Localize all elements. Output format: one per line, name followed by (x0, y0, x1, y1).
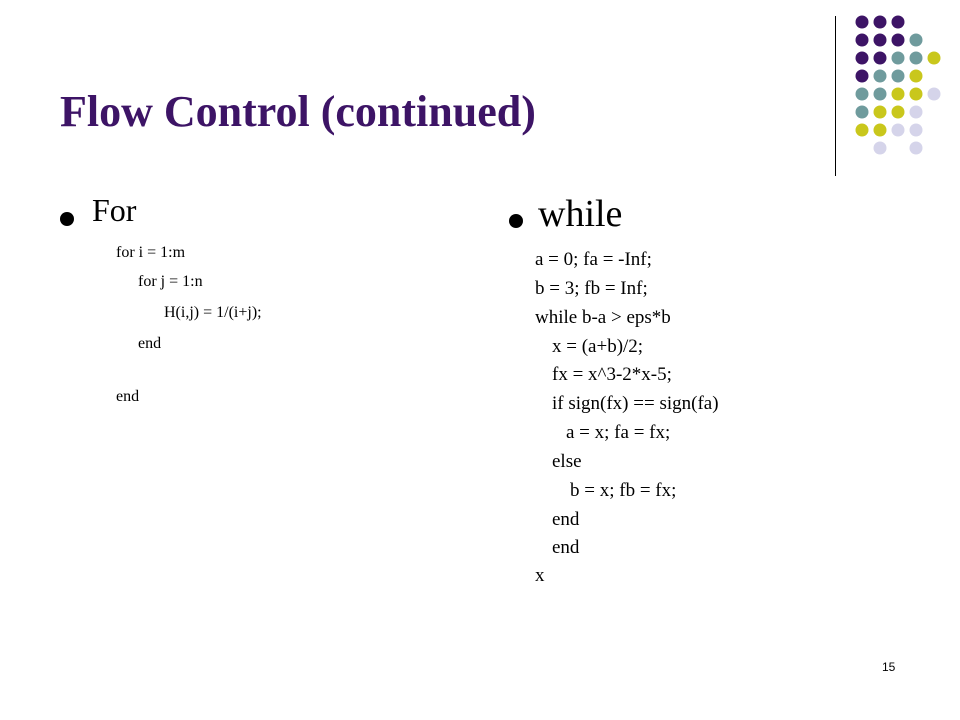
decor-dot (874, 16, 887, 29)
decor-dot (910, 52, 923, 65)
while-code-line: end (552, 509, 580, 530)
while-code-line: end (552, 537, 580, 558)
for-heading: For (92, 192, 137, 228)
for-bullet-icon (60, 212, 74, 226)
while-code-line: b = 3; fb = Inf; (535, 278, 648, 299)
decor-dot (874, 34, 887, 47)
while-code-line: while b-a > eps*b (535, 307, 671, 328)
for-code-line: for j = 1:n (138, 273, 203, 290)
decor-dot (892, 106, 905, 119)
for-code-line: for i = 1:m (116, 244, 186, 261)
decor-dot (874, 142, 887, 155)
while-code-line: a = 0; fa = -Inf; (535, 249, 652, 270)
while-code-line: if sign(fx) == sign(fa) (552, 393, 719, 414)
decor-dot (856, 106, 869, 119)
decor-dot (856, 88, 869, 101)
decor-dot (892, 34, 905, 47)
decor-dot (892, 52, 905, 65)
decor-dot (910, 106, 923, 119)
decor-dot (856, 16, 869, 29)
decor-dot (910, 124, 923, 137)
while-code-line: a = x; fa = fx; (566, 422, 671, 443)
while-code-line: x = (a+b)/2; (552, 336, 644, 357)
page-number: 15 (882, 660, 896, 674)
decor-dot (856, 34, 869, 47)
decor-dot (892, 16, 905, 29)
while-code-line: fx = x^3-2*x-5; (552, 364, 672, 385)
while-code-line: b = x; fb = fx; (570, 480, 677, 501)
for-code-line: end (138, 335, 162, 352)
decor-dot (910, 142, 923, 155)
decor-dot (874, 70, 887, 83)
decor-dot (874, 106, 887, 119)
while-heading: while (538, 193, 623, 235)
decor-dot (874, 124, 887, 137)
vertical-divider (835, 16, 836, 176)
decor-dot (892, 70, 905, 83)
while-code-line: else (552, 451, 582, 472)
decor-dot (856, 52, 869, 65)
for-code-line: end (116, 388, 140, 405)
while-code-line: x (535, 565, 545, 586)
while-bullet-icon (509, 214, 523, 228)
decor-dot (856, 70, 869, 83)
decor-dot (928, 88, 941, 101)
decor-dot (892, 124, 905, 137)
decor-dot (910, 34, 923, 47)
decor-dot (910, 70, 923, 83)
decor-dot (910, 88, 923, 101)
slide-title: Flow Control (continued) (60, 87, 536, 136)
decor-dot (928, 52, 941, 65)
for-code-line: H(i,j) = 1/(i+j); (164, 304, 262, 321)
decor-dot (874, 88, 887, 101)
decor-dot (856, 124, 869, 137)
decor-dot (892, 88, 905, 101)
decor-dot (874, 52, 887, 65)
